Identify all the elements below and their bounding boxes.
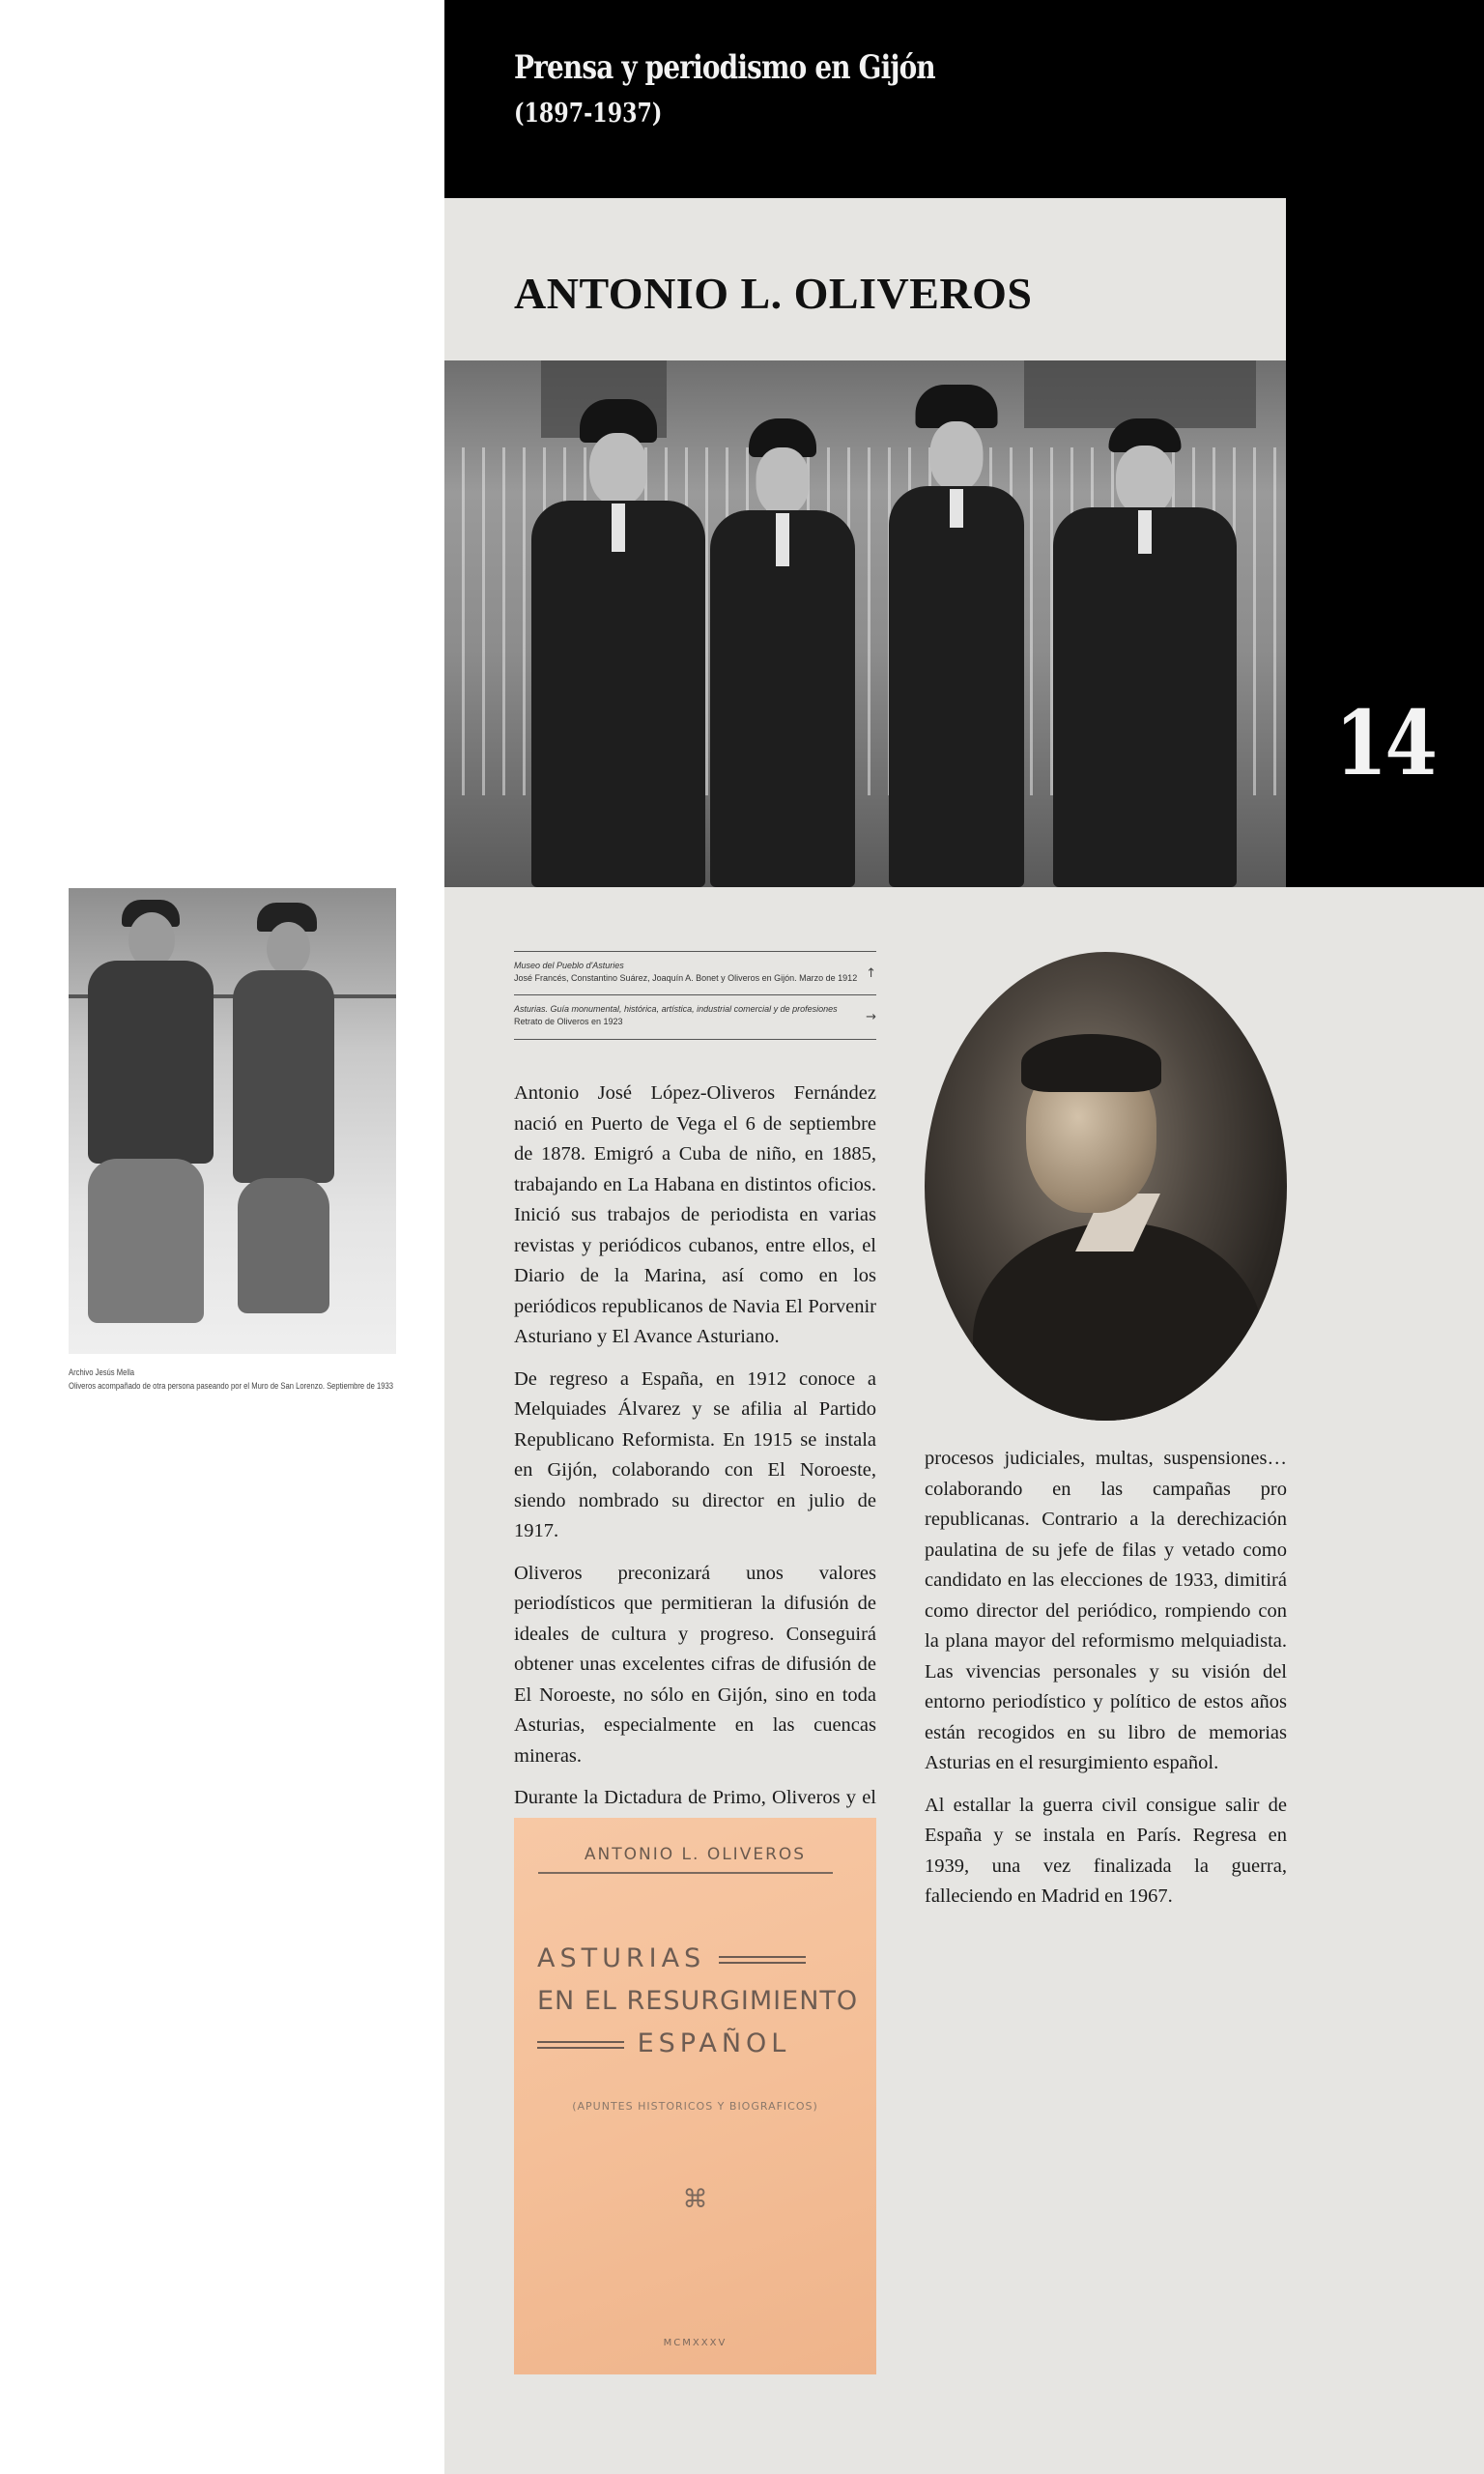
page-title: ANTONIO L. OLIVEROS: [514, 269, 1033, 318]
book-title-line: ASTURIAS: [537, 1943, 838, 1973]
side-photo: [69, 888, 396, 1354]
side-caption-source: Archivo Jesús Mella: [69, 1367, 135, 1377]
arrow-up-icon: ↑: [866, 966, 876, 981]
body-paragraph: Al estallar la guerra civil consigue salir de España y se instala en París. Regresa en 1939, una vez finalizada la guerra, falleciendo en Madrid en 1967.: [925, 1794, 1287, 1907]
body-paragraph: Durante la Dictadura de Primo, Oliveros y el: [514, 1787, 876, 1808]
content-panel-extension: [1286, 887, 1484, 2474]
panel-number: 14: [1334, 691, 1436, 795]
emblem-icon: ⌘: [682, 2185, 708, 2214]
body-paragraph: De regreso a España, en 1912 conoce a Melquiades Álvarez y se afilia al Partido Republicano Reformista. En 1915 se instala en Gijón, colaborando con El Noroeste, siendo nombrado su director en julio de 1917.: [514, 1367, 876, 1541]
book-subtitle: (APUNTES HISTORICOS Y BIOGRAFICOS): [572, 2100, 818, 2113]
credit-text: José Francés, Constantino Suárez, Joaquín A. Bonet y Oliveros en Gijón. Marzo de 1912: [514, 973, 858, 983]
book-title-line: ESPAÑOL: [537, 2028, 838, 2058]
credit-source: Asturias. Guía monumental, histórica, artística, industrial comercial y de profesiones: [514, 1004, 838, 1014]
book-author: ANTONIO L. OLIVEROS: [584, 1845, 807, 1864]
arrow-right-icon: →: [866, 1010, 876, 1024]
book-cover: [514, 1818, 876, 2374]
group-photo: [444, 360, 1286, 887]
body-left-column: [514, 1079, 876, 1856]
credit-portrait: [514, 1003, 876, 1028]
side-caption-text: Oliveros acompañado de otra persona paseando por el Muro de San Lorenzo. Septiembre de 1933: [69, 1381, 393, 1391]
body-paragraph: Antonio José López-Oliveros Fernández nació en Puerto de Vega el 6 de septiembre de 1878. Emigró a Cuba de niño, en 1885, trabajando en La Habana en distintos oficios. Inició sus trabajos de periodista en varias revistas y periódicos cubanos, entre ellos, el Diario de la Marina, así como en los periódicos republicanos de Navia El Porvenir Asturiano y El Avance Asturiano.: [514, 1082, 876, 1347]
series-title: Prensa y periodismo en Gijón: [514, 48, 935, 87]
credit-text: Retrato de Oliveros en 1923: [514, 1017, 623, 1026]
body-right-column: [925, 1444, 1287, 1924]
credit-divider: [514, 951, 876, 952]
book-rule: [538, 1872, 833, 1874]
credit-group-photo: [514, 960, 876, 985]
credit-source: Museo del Pueblo d'Asturies: [514, 961, 624, 970]
credit-divider: [514, 994, 876, 995]
series-years: (1897-1937): [514, 99, 663, 129]
book-title-line: EN EL RESURGIMIENTO: [537, 1986, 859, 2016]
body-paragraph: procesos judiciales, multas, suspensiones… colaborando en las campañas pro republicanas. Contrario a la derechización paulatina de su jefe de filas y vetado como candidato en las elecciones de 1933, dimitirá como director del periódico, rompiendo con la plana mayor del reformismo melquiadista. Las vivencias personales y su visión del entorno periodístico y político de estos años están recogidos en su libro de memorias Asturias en el resurgimiento español.: [925, 1448, 1287, 1773]
book-date: MCMXXXV: [663, 2338, 728, 2348]
credit-divider: [514, 1039, 876, 1040]
portrait-photo: [925, 952, 1287, 1421]
side-photo-caption: [69, 1366, 393, 1393]
body-paragraph: Oliveros preconizará unos valores periodísticos que permitieran la difusión de ideales de cultura y progreso. Conseguirá obtener unas excelentes cifras de difusión de El Noroeste, no sólo en Gijón, sino en toda Asturias, especialmente en las cuencas mineras.: [514, 1562, 876, 1767]
